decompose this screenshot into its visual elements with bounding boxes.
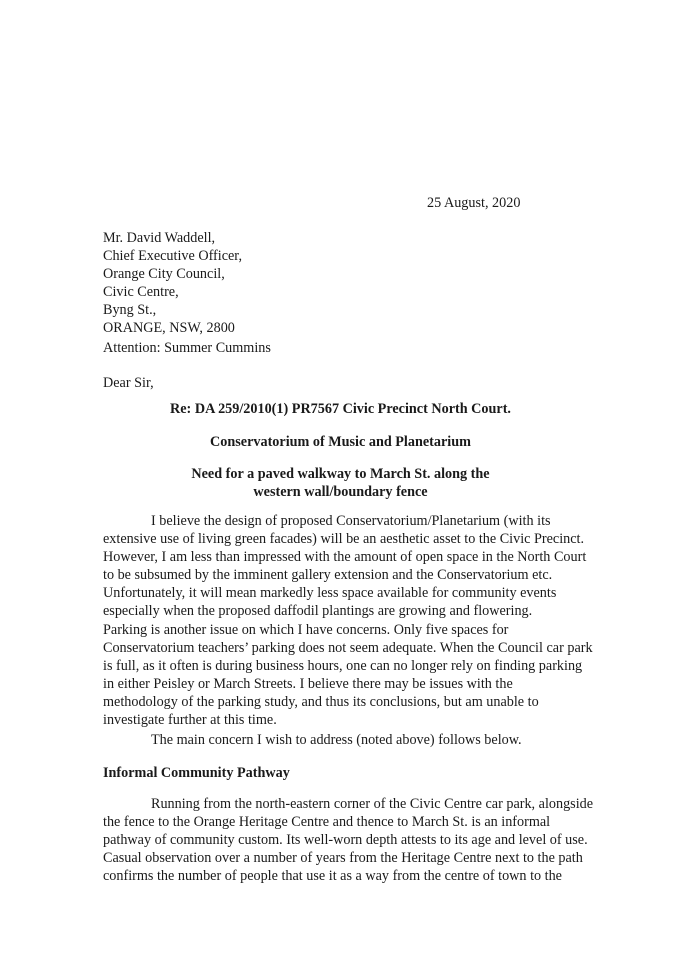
paragraph-line: confirms the number of people that use it as a way from the centre of town to the [103,868,562,884]
address-line: Chief Executive Officer, [103,248,243,264]
paragraph-line: is full, as it often is during business hours, one can no longer rely on finding parking [103,658,583,674]
paragraph-main-concern [103,731,573,749]
recipient-address [103,229,242,337]
address-line: Mr. David Waddell, [103,230,216,246]
address-line: Civic Centre, [103,284,179,300]
paragraph-line: methodology of the parking study, and thus its conclusions, but am unable to [103,694,539,710]
walkway-heading-line: western wall/boundary fence [253,484,428,500]
paragraph-line: investigate further at this time. [103,712,277,728]
re-heading: Re: DA 259/2010(1) PR7567 Civic Precinct North Court. [170,401,511,417]
paragraph-line: Parking is another issue on which I have concerns. Only five spaces for [103,622,509,638]
paragraph-line: I believe the design of proposed Conservatorium/Planetarium (with its [151,513,551,529]
letter-date: 25 August, 2020 [427,195,521,211]
paragraph-parking [103,621,593,729]
paragraph-line: The main concern I wish to address (noted above) follows below. [151,732,522,748]
paragraph-line: pathway of community custom. Its well-worn depth attests to its age and level of use. [103,832,588,848]
attention-line: Attention: Summer Cummins [103,340,271,356]
paragraph-line: extensive use of living green facades) will be an aesthetic asset to the Civic Precinct. [103,531,585,547]
walkway-heading [103,465,578,501]
paragraph-line: in either Peisley or March Streets. I believe there may be issues with the [103,676,513,692]
salutation: Dear Sir, [103,375,154,391]
paragraph-line: Running from the north-eastern corner of the Civic Centre car park, alongside [151,796,594,812]
paragraph-line: to be subsumed by the imminent gallery extension and the Conservatorium etc. [103,567,553,583]
paragraph-line: However, I am less than impressed with the amount of open space in the North Court [103,549,587,565]
address-line: Byng St., [103,302,157,318]
subject-heading: Conservatorium of Music and Planetarium [210,434,471,450]
paragraph-line: Unfortunately, it will mean markedly less space available for community events [103,585,557,601]
paragraph-line: Casual observation over a number of years from the Heritage Centre next to the path [103,850,583,866]
paragraph-line: Conservatorium teachers’ parking does not seem adequate. When the Council car park [103,640,593,656]
walkway-heading-line: Need for a paved walkway to March St. along the [191,466,490,482]
paragraph-design [103,512,587,620]
paragraph-pathway [103,795,594,885]
address-line: ORANGE, NSW, 2800 [103,320,235,336]
paragraph-line: the fence to the Orange Heritage Centre and thence to March St. is an informal [103,814,551,830]
paragraph-line: especially when the proposed daffodil plantings are growing and flowering. [103,603,533,619]
section-heading: Informal Community Pathway [103,765,290,781]
address-line: Orange City Council, [103,266,225,282]
